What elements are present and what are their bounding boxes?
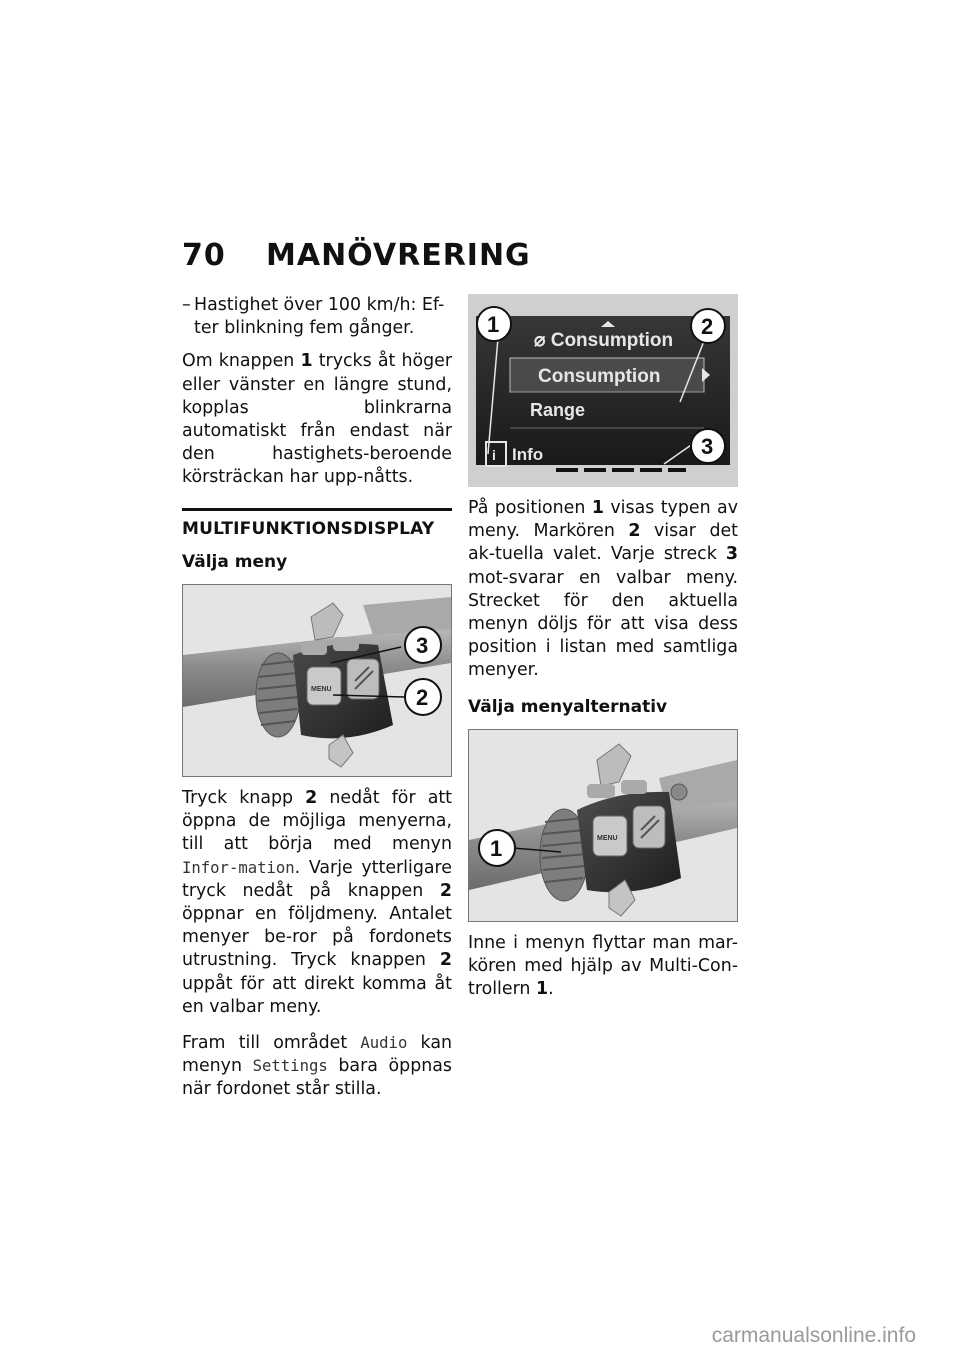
callout-2: 2 — [416, 685, 429, 711]
text: kan menyn — [182, 1033, 452, 1077]
text: Tryck knapp — [182, 788, 306, 809]
text: På positionen — [468, 498, 592, 518]
text: Fram till området — [182, 1033, 361, 1054]
callout-ref: 2 — [628, 521, 641, 542]
page-header — [182, 238, 531, 288]
svg-text:i: i — [492, 447, 496, 463]
menu-name: Audio — [360, 1034, 408, 1053]
paragraph — [468, 497, 738, 683]
next-menu-item: Range — [530, 400, 586, 420]
tft-display-illustration — [468, 294, 738, 487]
subsection-title: Välja menyalternativ — [468, 696, 668, 717]
menu-name: Settings — [252, 1057, 328, 1076]
menu-type-label: ⌀ Consumption — [534, 330, 674, 351]
menu-name: Infor-mation — [182, 858, 295, 877]
text: visar det ak-tuella valet. Varje streck — [468, 521, 739, 565]
callout-3: 3 — [701, 434, 714, 459]
callout-ref: 1 — [591, 498, 604, 518]
paragraph — [182, 787, 452, 1019]
multi-controller-figure — [468, 729, 738, 922]
callout-2: 2 — [701, 314, 714, 339]
text: nedåt för att öppna de möjliga menyerna, till att börja med menyn — [182, 788, 452, 855]
callout-ref: 2 — [439, 950, 452, 971]
menu-button-label: MENU — [311, 686, 332, 694]
text: visas typen av meny. Markören — [468, 498, 738, 542]
callout-ref: 1 — [300, 351, 313, 372]
paragraph — [182, 1032, 452, 1102]
chapter-title: MANÖVRERING — [266, 238, 531, 273]
list-item-text: Hastighet över 100 km/h: Ef-ter blinkning fem gånger. — [194, 295, 445, 339]
text: Om knappen — [182, 351, 301, 372]
selected-menu-item: Consumption — [538, 366, 661, 387]
left-column — [182, 294, 452, 1115]
callout-ref: 2 — [305, 788, 318, 809]
tft-display-figure — [468, 294, 738, 487]
text: trycks åt höger eller vänster en längre stund, kopplas blinkrarna automatiskt från endast när den hastighets-beroende körsträckan har upp-nåtts. — [182, 351, 452, 488]
callout-3: 3 — [416, 633, 429, 659]
page-number: 70 — [182, 238, 226, 273]
paragraph — [468, 932, 738, 1002]
dash-bullet: – — [182, 295, 191, 315]
section-title: MULTIFUNKTIONSDISPLAY — [182, 518, 435, 539]
handlebar-switch-illustration — [183, 585, 451, 776]
callout-ref: 1 — [535, 979, 549, 1000]
list-item — [182, 294, 452, 340]
watermark: carmanualsonline.info — [711, 1324, 916, 1347]
menu-button-label: MENU — [597, 834, 618, 842]
text: . Varje ytterligare tryck nedåt på knappen — [182, 857, 452, 901]
multi-controller-illustration — [469, 730, 737, 921]
text: öppnar en följdmeny. Antalet menyer be-ror på fordonets utrustning. Tryck knappen — [182, 904, 452, 971]
callout-1: 1 — [490, 835, 503, 861]
text: bara öppnas när fordonet står stilla. — [182, 1056, 452, 1100]
text: . — [548, 979, 554, 1000]
callout-1: 1 — [487, 312, 500, 337]
bottom-menu-label: Info — [512, 445, 544, 464]
handlebar-switch-figure — [182, 584, 452, 777]
text: mot-svarar en valbar meny. Strecket för den aktuella menyn döljs för att visa dess position i listan med samtliga menyer. — [468, 567, 738, 681]
subsection-title: Välja meny — [182, 551, 288, 572]
paragraph — [182, 350, 452, 489]
callout-ref: 2 — [439, 880, 452, 901]
section-rule — [182, 508, 452, 511]
text: uppåt för att direkt komma åt en valbar meny. — [182, 973, 452, 1017]
callout-ref: 3 — [725, 544, 738, 565]
right-column — [468, 294, 738, 1014]
text: Inne i menyn flyttar man mar-kören med hjälp av Multi-Con-trollern — [468, 932, 738, 1000]
